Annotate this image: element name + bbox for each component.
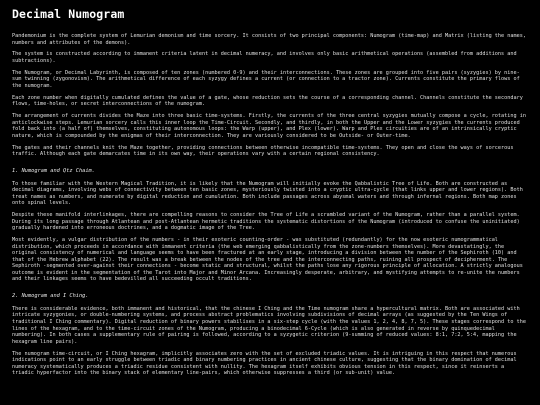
paragraph-distribution: Most evidently, a vulgar distribution of the numbers - in their exoteric counting-order - was substituted (redundantly) for the now esoteric numogrammatical distribution, which proceeds in accordance with immanent criteria (the web emerging qabbalistically from the zone-numbers themselves). More devastatingly, the original consistency of numerical and language seems to have been fractured at an early stage, introducing a division between the number of the Sephiroth (10) and that of the Hebrew alphabet (22). The result was a break between the nodes of the tree and the interconnecting paths, ruining all prospect of decipherment. The Sephiroth -segmented over-against their connections - become static and structural, whilst the paths lose any rigorous principle of allocation. A strictly analogous outcome is evident in the segmentation of the Tarot into Major and Minor Arcana. Increasingly desperate, arbitrary, and mystifying attempts to re-unite the numbers and their linkages seems to have bedevilled all succeeding occult traditions. xyxy=(12,237,523,283)
paragraph-scrambled-variant: Despite these manifold interlinkages, there are compelling reasons to consider the Tree of Life a scrambled variant of the Numogram, rather than a parallel system. During its long passage through Atlantean and post-Atlantean hermetic traditions the systematic distortions of the Numogram (introduced to confuse the uninitiated) gradually hardened into erroneous doctrines, and a dogmatic image of the Tree. xyxy=(12,212,520,232)
paragraph-time-systems: The arrangement of currents divides the Maze into three basic time-systems. Firstly, the currents of the three central syzygies mutually compose a cycle, rotating in anticlockwise steps. Lemurian sorcery calls this inner loop the Time-Circuit. Secondly, and thirdly, in both the Upper and the Lower syzygies the currents produced fold back into (a half of) themselves, constituting autonomous loops: the Warp (upper), and Plex (lower). Warp and Plex circuities are of an intrinsically cryptic nature, which is compounded by the enigmas of their interconnection. They are variously considered to be Outside- or Outer-time. xyxy=(12,113,526,139)
section-heading-qtz-chaim: 1. Numogram and Qtz Chaim. xyxy=(12,167,95,174)
paragraph-zones: The Numogram, or Decimal Labyrinth, is composed of ten zones (numbered 0-9) and their interconnections. These zones are grouped into five pairs (syzygies) by nine-sum twinning (zygonovism). The arithmetical difference of each syzygy defines a current (or connection to a tractor zone). Currents constitute the primary flows of the numogram. xyxy=(12,69,520,89)
paragraph-hexagram: The numogram time-circuit, or I Ching hexagram, implicitly associates zero with the set of excluded triadic values. It is intriguing in this respect that numerous indications point to an early struggle between triadic and binary numbering practices in ancient chinese culture, suggesting that the binary domination of decimal numeracy systematically produces a triadic residue consistent with nullity. The hexagram itself exhibits obvious tension in this respect, since it reinserts a triadic hyperfactor into the binary stack of elementary line-pairs, which otherwise suppresses a third (or sub-unit) value. xyxy=(12,350,517,377)
paragraph-channels: The gates and their channels knit the Maze together, providing connections between otherwise incompatible time-systems. They open and close the ways of sorcerous traffic. Although each gate demarcates time in its own way, their operations vary with a certain regional consistency. xyxy=(12,144,514,158)
page-title: Decimal Numogram xyxy=(12,7,125,21)
paragraph-tree-of-life: To those familiar with the Western Magical Tradition, it is likely that the Numogram will initially evoke the Qabbalistic Tree of Life. Both are constructed as decimal diagrams, involving webs of connectivity between ten basic zones, mysteriously twisted into a cryptic ultra-cycle (that links upper and lower regions). Both treat names as numbers, and numerate by digital reduction and cumulation. Both include passages across abysmal waters and through infernal regions. Both map zones onto spinal levels. xyxy=(12,180,523,207)
section-heading-i-ching: 2. Numogram and I Ching. xyxy=(12,292,89,299)
paragraph-construction: The system is constructed according to immanent criteria latent in decimal numeracy, and involves only basic arithmetical operations (assembled from additions and subtractions). xyxy=(12,51,517,64)
paragraph-intro: Pandemonium is the complete system of Lemurian demonism and time sorcery. It consists of two principal components: Numogram (time-map) and Matrix (listing the names, numbers and attributes of the demons). xyxy=(12,33,526,46)
paragraph-gates: Each zone number when digitally cumulated defines the value of a gate, whose reduction sets the course of a corresponding channel. Channels constitute the secondary flows, time-holes, or secret interconnections of the numogram. xyxy=(12,94,523,108)
paragraph-hypercultural-matrix: There is considerable evidence, both immanent and historical, that the chinese I Ching and the Time numogram share a hypercultural matrix. Both are associated with intricate syzygonies, or double-numbering systems, and process abstract problematics involving subdivisions of decimal arrays (as suggested by the Ten Wings of traditional I Ching commentary). Digital reduction of binary powers stabilises in a six-step cycle (with the values 1, 2, 4, 8, 7, 5). These stages correspond to the lines of the hexagram, and to the time-circuit zones of the Numogram, producing a binodecimal 6-Cycle (which is also generated in reverse by quinquedecimal numbering). In both cases a supplementary rule of pairing is followed, according to a syzygetic criterion (9-summing of reduced values: 8:1, 7:2, 5:4, mapping the hexagram line pairs). xyxy=(12,305,526,345)
